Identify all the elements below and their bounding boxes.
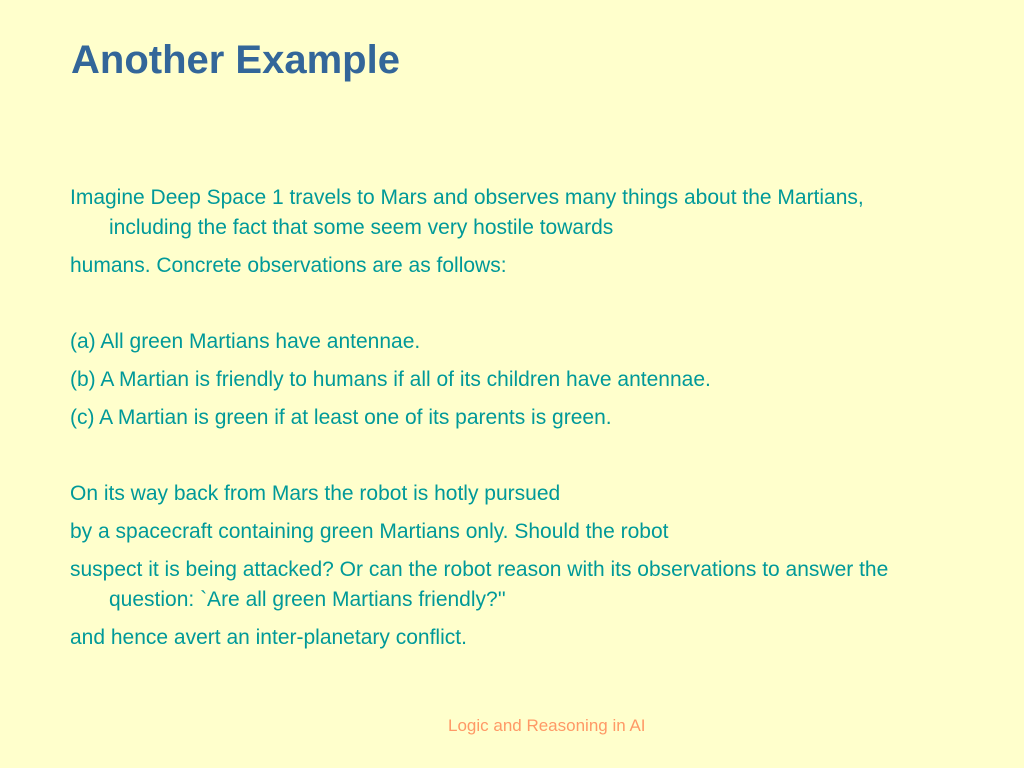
observation-item: (b) A Martian is friendly to humans if all of its children have antennae.: [70, 368, 711, 391]
slide-title: Another Example: [71, 38, 400, 82]
body-paragraph: and hence avert an inter-planetary conflict.: [70, 626, 467, 649]
body-paragraph: suspect it is being attacked? Or can the robot reason with its observations to answer the question: `Are all green Martians friendly?'': [70, 558, 889, 611]
paragraph-spacer: [70, 441, 950, 479]
body-paragraph: humans. Concrete observations are as follows:: [70, 254, 507, 277]
observation-item: (a) All green Martians have antennae.: [70, 330, 421, 353]
paragraph-spacer: [70, 289, 950, 327]
observation-item: (c) A Martian is green if at least one of its parents is green.: [70, 406, 612, 429]
slide-body: [70, 183, 950, 661]
body-paragraph: On its way back from Mars the robot is hotly pursued: [70, 482, 561, 505]
slide-footer: Logic and Reasoning in AI: [448, 716, 646, 735]
body-paragraph: Imagine Deep Space 1 travels to Mars and observes many things about the Martians, including the fact that some seem very hostile towards: [70, 186, 864, 239]
body-paragraph: by a spacecraft containing green Martians only. Should the robot: [70, 520, 669, 543]
